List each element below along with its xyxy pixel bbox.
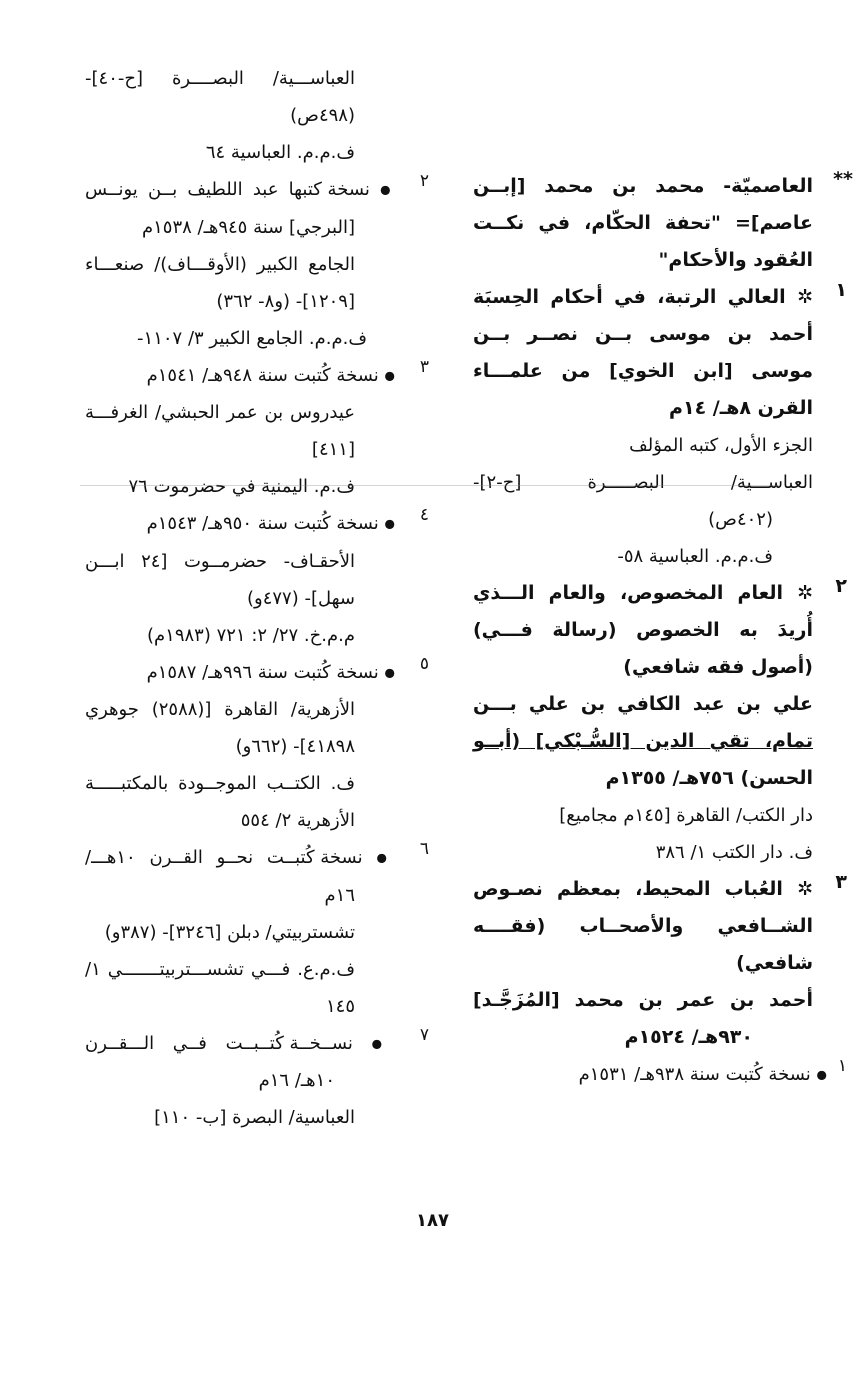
author-date-line: ٩٣٠هـ/ ١٥٢٤م	[624, 1026, 753, 1048]
reference-line: ف.م.م. الجامع الكبير ٣/ ١١٠٧-	[137, 327, 367, 349]
bullet-icon: ●	[384, 516, 395, 531]
copy-number: ٢	[419, 171, 429, 191]
location-line: العباســـية/ البصـــــرة [ح-٢]-	[473, 472, 813, 493]
entry-title-line: العُقود والأحكام"	[658, 249, 813, 271]
entry-title-line: الشــافعي والأصحــاب (فقــــه	[473, 915, 813, 937]
copy-5	[85, 653, 429, 840]
location-line: [٤١١]	[311, 439, 355, 460]
location-line: سهل]- (٤٧٧و)	[246, 587, 355, 609]
location-line: تشستربيتي/ دبلن [٣٢٤٦]- (٣٨٧و)	[104, 921, 355, 943]
copy-number: ٧	[419, 1024, 429, 1045]
copy-line: ● نســخــة كُتــبــت فــي الـــقــرن	[85, 1032, 395, 1054]
author-line: علي بن عبد الكافي بن علي بـــن	[473, 693, 813, 715]
continuation	[85, 60, 395, 171]
reference-line: الأزهرية ٢/ ٥٥٤	[240, 810, 355, 831]
location-line: الأزهرية/ القاهرة [(٢٥٨٨) جوهري	[85, 699, 356, 720]
entry-title-line: (أصول فقه شافعي)	[623, 656, 813, 678]
author-line: موسى [ابن الخوي] من علمـــاء	[473, 360, 813, 382]
entry-title-line: عاصم]= "تحفة الحكّام، في نكــت	[473, 212, 813, 234]
copy-line: ● نسخة كُتبت سنة ٩٣٨هـ/ ١٥٣١م	[578, 1064, 827, 1085]
copy-line: ● نسخة كُتبــت نحــو القــرن ١٠هـــ/	[85, 847, 395, 868]
copy-line: ● نسخة كُتبت سنة ٩٤٨هـ/ ١٥٤١م	[146, 364, 395, 386]
header-entry	[473, 168, 853, 279]
location-line: [١٢٠٩]- (و٨- ٣٦٢)	[216, 290, 355, 312]
copy-number: ٥	[419, 653, 429, 674]
copy-1	[473, 1056, 847, 1094]
right-column	[473, 168, 853, 1094]
location-line: عيدروس بن عمر الحبشي/ الغرفـــة	[85, 402, 355, 423]
location-line: دار الكتب/ القاهرة [١٤٥م مجاميع]	[559, 805, 813, 826]
author-line: أحمد بن عمر بن محمد [المُزَجَّـد]	[473, 989, 813, 1011]
copy-4	[85, 505, 429, 654]
copy-line: ● نسخة كتبها عبد اللطيف بــن يونــس	[85, 179, 395, 200]
reference-line: ف.م. اليمنية في حضرموت ٧٦	[128, 476, 355, 497]
copy-number: ٦	[419, 839, 429, 859]
entry-1	[473, 279, 847, 575]
location-line: العباســـية/ البصــــرة [ح-٤٠]-	[85, 68, 355, 89]
copy-line: ● نسخة كُتبت سنة ٩٩٦هـ/ ١٥٨٧م	[146, 661, 395, 683]
location-line: الأحقـاف- حضرمــوت [٢٤ ابـــن	[85, 550, 355, 572]
entry-3	[473, 871, 847, 1094]
entry-title-line: ✲ العام المخصوص، والعام الـــذي	[473, 582, 813, 604]
bullet-icon: ●	[380, 182, 395, 197]
author-date-line: الحسن) ٧٥٦هـ/ ١٣٥٥م	[605, 767, 813, 789]
entry-title-line: أُريدَ به الخصوص (رسالة فـــي)	[473, 619, 813, 641]
reference-line: م.م.خ. ٢٧/ ٢: ٧٢١ (١٩٨٣م)	[146, 624, 355, 646]
location-line: ٤١٨٩٨]- (٦٦٢و)	[235, 736, 355, 757]
copy-6	[85, 839, 429, 1025]
copy-2	[85, 171, 429, 357]
author-line: أحمد بن موسى بــن نصــر بــن	[473, 323, 813, 345]
bullet-icon: ●	[816, 1067, 827, 1082]
copy-line: ١٠هـ/ ١٦م	[258, 1070, 335, 1091]
left-column	[85, 60, 429, 1136]
double-asterisk-marker: **	[833, 168, 853, 190]
copy-7	[85, 1024, 429, 1137]
reference-line: ف.م.م. العباسية ٦٤	[205, 142, 355, 163]
page-number: ١٨٧	[416, 1210, 449, 1231]
entry-title-line: شافعي)	[736, 952, 813, 974]
location-line: (٤٠٢ص)	[708, 509, 773, 530]
location-line: العباسية/ البصرة [ب- ١١٠]	[154, 1107, 355, 1128]
entry-number: ١	[835, 279, 847, 301]
entry-title-line: ✲ العالي الرتبة، في أحكام الحِسبَة	[473, 286, 813, 308]
scan-divider	[80, 485, 780, 486]
copy-3	[85, 356, 429, 506]
copy-number: ٣	[419, 356, 429, 377]
entry-title-line: العاصميّة- محمد بن محمد [إبــن	[473, 175, 813, 197]
reference-line: ف. الكتــب الموجــودة بالمكتبـــــة	[85, 773, 355, 794]
author-line: تمام، تقي الدين [السُّـبْكي] (أبــو	[473, 730, 813, 752]
copy-line: [البرجي] سنة ٩٤٥هـ/ ١٥٣٨م	[141, 216, 355, 238]
copy-line: ١٦م	[324, 884, 355, 906]
bullet-icon: ●	[384, 368, 395, 382]
entry-number: ٣	[835, 871, 847, 893]
author-date-line: القرن ٨هـ/ ١٤م	[669, 397, 813, 419]
note-line: الجزء الأول، كتبه المؤلف	[629, 435, 813, 456]
reference-line: ف. دار الكتب ١/ ٣٨٦	[655, 842, 813, 863]
reference-line: ١٤٥	[325, 995, 355, 1017]
bullet-icon: ●	[376, 850, 395, 865]
copy-line: ● نسخة كُتبت سنة ٩٥٠هـ/ ١٥٤٣م	[146, 513, 395, 534]
entry-2	[473, 575, 847, 871]
reference-line: ف.م.ع. فـــي تشســـتربيتـــــــي ١/	[85, 958, 355, 980]
copy-number: ٤	[419, 505, 429, 525]
entry-title-line: ✲ العُباب المحيط، بمعظم نصـوص	[473, 878, 813, 900]
location-line: الجامع الكبير (الأوقـــاف)/ صنعـــاء	[85, 253, 355, 275]
entry-number: ٢	[835, 575, 847, 597]
bullet-icon: ●	[384, 665, 395, 679]
reference-line: ف.م.م. العباسية ٥٨-	[617, 546, 773, 567]
bullet-icon: ●	[371, 1036, 395, 1050]
copy-number: ١	[837, 1056, 847, 1076]
location-line: (٤٩٨ص)	[290, 105, 355, 126]
